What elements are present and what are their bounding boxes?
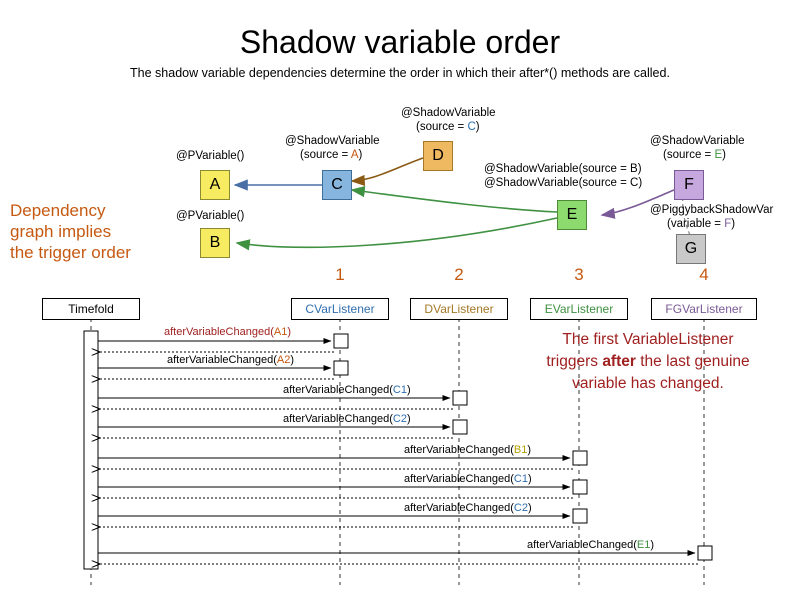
message-label-3: afterVariableChanged(C1) bbox=[283, 384, 411, 396]
lifeline-number-1: 1 bbox=[335, 265, 345, 284]
message-arg-3: C1 bbox=[392, 384, 407, 396]
annotation-g-line1: @PiggybackShadowVar bbox=[650, 204, 774, 216]
annotation-d-source: C bbox=[467, 121, 476, 133]
message-label-1: afterVariableChanged(A1) bbox=[164, 326, 292, 338]
dependency-note-line-1: Dependency bbox=[10, 201, 106, 220]
annotation-g-line2 bbox=[667, 218, 735, 231]
message-arg-1: A1 bbox=[273, 326, 288, 338]
message-method-2: afterVariableChanged bbox=[167, 354, 274, 366]
annotation-f-suffix: ) bbox=[722, 149, 726, 161]
message-method-6: afterVariableChanged bbox=[404, 473, 511, 485]
node-f: F bbox=[674, 170, 704, 200]
message-method-8: afterVariableChanged bbox=[527, 539, 634, 551]
page-subtitle: The shadow variable dependencies determine the order in which their after*() methods are called. bbox=[130, 66, 670, 80]
message-label-7: afterVariableChanged(C2) bbox=[404, 502, 532, 514]
message-method-1: afterVariableChanged bbox=[164, 326, 271, 338]
node-g: G bbox=[676, 234, 706, 264]
message-arg-7: C2 bbox=[513, 502, 528, 514]
message-label-6: afterVariableChanged(C1) bbox=[404, 473, 532, 485]
message-arg-8: E1 bbox=[636, 539, 651, 551]
annotation-b: @PVariable() bbox=[176, 210, 245, 222]
message-method-5: afterVariableChanged bbox=[404, 444, 511, 456]
node-a: A bbox=[200, 170, 230, 200]
annotation-e-text1: @ShadowVariable(source = B) bbox=[484, 163, 642, 175]
annotation-d-line1: @ShadowVariable bbox=[401, 107, 496, 119]
message-method-4: afterVariableChanged bbox=[283, 413, 390, 425]
node-d: D bbox=[423, 141, 453, 171]
message-arg-5: B1 bbox=[513, 444, 528, 456]
annotation-f-line2 bbox=[663, 149, 726, 162]
sequence-note-line-2: triggers after the last genuine bbox=[546, 353, 750, 370]
annotation-e-line1 bbox=[484, 163, 642, 176]
annotation-d-line2 bbox=[416, 121, 480, 134]
lifeline-dvarlistener[interactable]: DVarListener bbox=[410, 298, 508, 320]
annotation-f-source: E bbox=[714, 149, 723, 161]
annotation-d-prefix: (source = bbox=[416, 121, 468, 133]
annotation-f-line1: @ShadowVariable bbox=[650, 135, 745, 147]
message-method-3: afterVariableChanged bbox=[283, 384, 390, 396]
message-label-8: afterVariableChanged(E1) bbox=[527, 539, 655, 551]
lifeline-number-3: 3 bbox=[574, 265, 584, 284]
lifeline-fgvarlistener[interactable]: FGVarListener bbox=[651, 298, 757, 320]
annotation-g-prefix: (variable = bbox=[667, 218, 725, 230]
message-arg-6: C1 bbox=[513, 473, 528, 485]
sequence-note-line-1: The first VariableListener bbox=[562, 331, 734, 348]
lifeline-timefold[interactable]: Timefold bbox=[42, 298, 140, 320]
annotation-e-line2 bbox=[484, 177, 642, 190]
annotation-a: @PVariable() bbox=[176, 150, 245, 162]
node-e: E bbox=[557, 200, 587, 230]
message-label-5: afterVariableChanged(B1) bbox=[404, 444, 532, 456]
node-c: C bbox=[322, 170, 352, 200]
sequence-note-bold: after bbox=[602, 353, 636, 370]
dependency-note-line-2: graph implies bbox=[10, 222, 112, 241]
node-b: B bbox=[200, 228, 230, 258]
annotation-f-prefix: (source = bbox=[663, 149, 715, 161]
lifeline-number-4: 4 bbox=[699, 265, 709, 284]
annotation-c-suffix: ) bbox=[358, 149, 363, 161]
message-arg-4: C2 bbox=[392, 413, 407, 425]
annotation-d-suffix: ) bbox=[475, 121, 480, 133]
message-label-4: afterVariableChanged(C2) bbox=[283, 413, 411, 425]
annotation-c-source: A bbox=[350, 149, 359, 161]
dependency-note-line-3: the trigger order bbox=[10, 243, 131, 262]
lifeline-cvarlistener[interactable]: CVarListener bbox=[291, 298, 389, 320]
lifeline-number-2: 2 bbox=[454, 265, 464, 284]
dependency-note bbox=[10, 200, 131, 263]
annotation-c-prefix: (source = bbox=[300, 149, 351, 161]
annotation-g-suffix: ) bbox=[731, 218, 736, 230]
annotation-g-source: F bbox=[724, 218, 732, 230]
page-title: Shadow variable order bbox=[239, 24, 561, 60]
annotation-c-line2 bbox=[300, 149, 362, 162]
message-method-7: afterVariableChanged bbox=[404, 502, 511, 514]
annotation-e-text2: @ShadowVariable(source = C) bbox=[484, 177, 643, 189]
sequence-note-line-3: variable has changed. bbox=[572, 375, 724, 392]
lifeline-evarlistener[interactable]: EVarListener bbox=[530, 298, 628, 320]
annotation-c-line1: @ShadowVariable bbox=[285, 135, 380, 147]
message-arg-2: A2 bbox=[276, 354, 291, 366]
message-label-2: afterVariableChanged(A2) bbox=[167, 354, 295, 366]
sequence-note bbox=[498, 329, 798, 395]
